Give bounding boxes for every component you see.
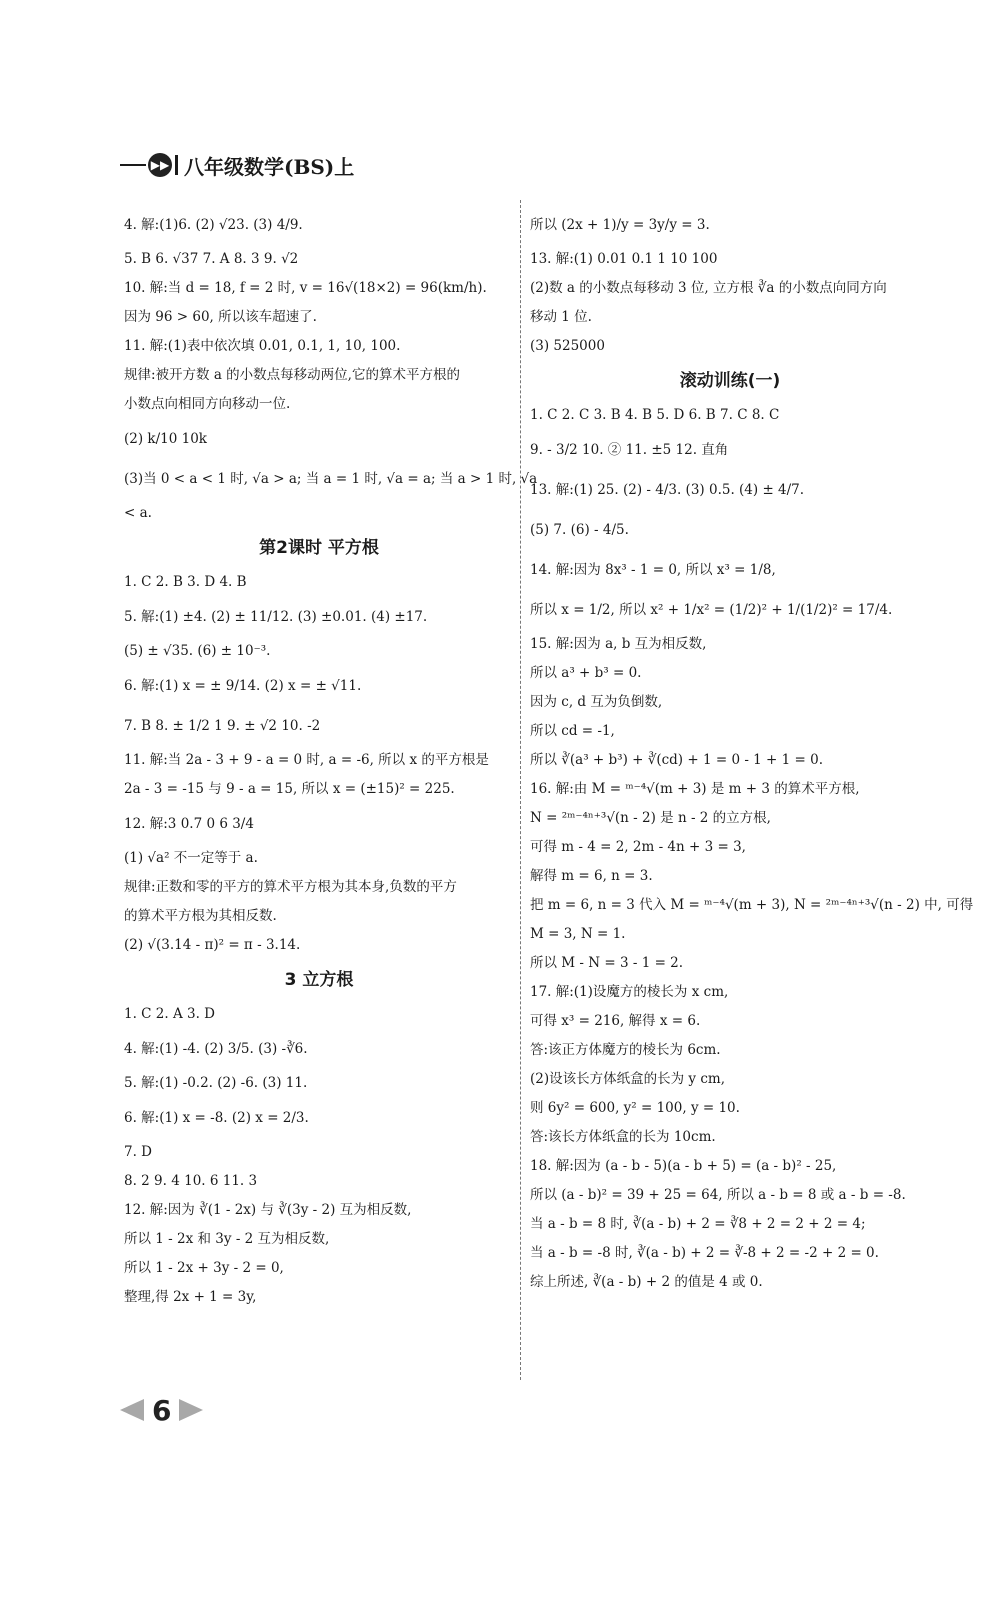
answer-line: 14. 解:因为 8x³ - 1 = 0, 所以 x³ = 1/8,	[530, 562, 776, 578]
answer-line: 当 a - b = -8 时, ∛(a - b) + 2 = ∛-8 + 2 = -2 + 2 = 0.	[530, 1245, 879, 1261]
page-header	[120, 150, 354, 180]
answer-line: 5. 解:(1) -0.2. (2) -6. (3) 11.	[124, 1075, 308, 1091]
answer-line: (2)数 a 的小数点每移动 3 位, 立方根 ∛a 的小数点向同方向	[530, 280, 887, 296]
answer-line: (2)设该长方体纸盒的长为 y cm,	[530, 1071, 725, 1087]
answer-line: (5) 7. (6) - 4/5.	[530, 522, 629, 538]
answer-line: 所以 1 - 2x + 3y - 2 = 0,	[124, 1260, 284, 1276]
answer-line: 9. - 3/2 10. ② 11. ±5 12. 直角	[530, 442, 729, 458]
answer-line: 可得 m - 4 = 2, 2m - 4n + 3 = 3,	[530, 839, 746, 855]
answer-line: 17. 解:(1)设魔方的棱长为 x cm,	[530, 984, 729, 1000]
answer-line: 答:该长方体纸盒的长为 10cm.	[530, 1129, 716, 1145]
answer-line: 18. 解:因为 (a - b - 5)(a - b + 5) = (a - b)² - 25,	[530, 1158, 837, 1174]
answer-line: 解得 m = 6, n = 3.	[530, 868, 653, 884]
answer-line: 规律:正数和零的平方的算术平方根为其本身,负数的平方	[124, 879, 457, 895]
answer-line: 所以 x = 1/2, 所以 x² + 1/x² = (1/2)² + 1/(1/2)² = 17/4.	[530, 602, 893, 618]
answer-line: < a.	[124, 505, 152, 521]
answer-line: 4. 解:(1)6. (2) √23. (3) 4/9.	[124, 217, 303, 233]
answer-line: 则 6y² = 600, y² = 100, y = 10.	[530, 1100, 740, 1116]
answer-line: 1. C 2. A 3. D	[124, 1006, 215, 1022]
answer-line: 12. 解:因为 ∛(1 - 2x) 与 ∛(3y - 2) 互为相反数,	[124, 1202, 412, 1218]
answer-line: 6. 解:(1) x = -8. (2) x = 2/3.	[124, 1110, 309, 1126]
right-column	[530, 205, 974, 1297]
answer-line: 移动 1 位.	[530, 309, 592, 325]
answer-line: 可得 x³ = 216, 解得 x = 6.	[530, 1013, 701, 1029]
answer-line: 13. 解:(1) 0.01 0.1 1 10 100	[530, 251, 718, 267]
answer-line: 因为 96 > 60, 所以该车超速了.	[124, 309, 317, 325]
header-bar	[175, 155, 178, 175]
answer-line: 小数点向相同方向移动一位.	[124, 396, 291, 412]
answer-line: 12. 解:3 0.7 0 6 3/4	[124, 816, 254, 832]
triangle-right-icon	[179, 1399, 203, 1421]
answer-line: M = 3, N = 1.	[530, 926, 626, 942]
answer-line: 4. 解:(1) -4. (2) 3/5. (3) -∛6.	[124, 1041, 308, 1057]
answer-line: 8. 2 9. 4 10. 6 11. 3	[124, 1173, 258, 1189]
left-column	[124, 205, 538, 1312]
section-title: 滚动训练(一)	[679, 371, 781, 391]
header-title: 八年级数学(BS)上	[184, 154, 355, 179]
answer-line: 所以 (a - b)² = 39 + 25 = 64, 所以 a - b = 8 或 a - b = -8.	[530, 1187, 906, 1203]
answer-line: 所以 M - N = 3 - 1 = 2.	[530, 955, 684, 971]
answer-line: (5) ± √35. (6) ± 10⁻³.	[124, 643, 271, 659]
answer-line: 15. 解:因为 a, b 互为相反数,	[530, 636, 707, 652]
answer-line: 7. B 8. ± 1/2 1 9. ± √2 10. -2	[124, 718, 321, 734]
answer-line: 所以 1 - 2x 和 3y - 2 互为相反数,	[124, 1231, 330, 1247]
answer-line: 13. 解:(1) 25. (2) - 4/3. (3) 0.5. (4) ± 4/7.	[530, 482, 805, 498]
answer-line: (3)当 0 < a < 1 时, √a > a; 当 a = 1 时, √a = a; 当 a > 1 时, √a	[124, 471, 538, 487]
answer-line: (2) √(3.14 - π)² = π - 3.14.	[124, 937, 301, 953]
answer-line: 综上所述, ∛(a - b) + 2 的值是 4 或 0.	[530, 1274, 763, 1290]
answer-line: 的算术平方根为其相反数.	[124, 908, 277, 924]
answer-line: (2) k/10 10k	[124, 431, 207, 447]
answer-line: 10. 解:当 d = 18, f = 2 时, v = 16√(18×2) = 96(km/h).	[124, 280, 487, 296]
answer-line: 1. C 2. B 3. D 4. B	[124, 574, 247, 590]
answer-line: 11. 解:(1)表中依次填 0.01, 0.1, 1, 10, 100.	[124, 338, 401, 354]
column-divider	[520, 200, 521, 1380]
section-title: 3 立方根	[284, 970, 354, 990]
answer-line: N = ²ᵐ⁻⁴ⁿ⁺³√(n - 2) 是 n - 2 的立方根,	[530, 810, 771, 826]
header-rule	[120, 164, 146, 166]
section-title: 第2课时 平方根	[259, 538, 379, 558]
answer-line: 11. 解:当 2a - 3 + 9 - a = 0 时, a = -6, 所以 x 的平方根是	[124, 752, 489, 768]
double-arrow-icon: ▶▶	[148, 153, 172, 177]
answer-line: 所以 (2x + 1)/y = 3y/y = 3.	[530, 217, 710, 233]
answer-line: 16. 解:由 M = ᵐ⁻⁴√(m + 3) 是 m + 3 的算术平方根,	[530, 781, 860, 797]
answer-line: 5. 解:(1) ±4. (2) ± 11/12. (3) ±0.01. (4) ±17.	[124, 609, 428, 625]
answer-line: 所以 cd = -1,	[530, 723, 615, 739]
answer-line: 当 a - b = 8 时, ∛(a - b) + 2 = ∛8 + 2 = 2 + 2 = 4;	[530, 1216, 866, 1232]
answer-line: 答:该正方体魔方的棱长为 6cm.	[530, 1042, 721, 1058]
page-number: 6	[152, 1393, 172, 1427]
answer-line: (3) 525000	[530, 338, 605, 354]
answer-line: 1. C 2. C 3. B 4. B 5. D 6. B 7. C 8. C	[530, 407, 780, 423]
answer-line: 整理,得 2x + 1 = 3y,	[124, 1289, 257, 1305]
answer-line: 所以 ∛(a³ + b³) + ∛(cd) + 1 = 0 - 1 + 1 = 0.	[530, 752, 824, 768]
answer-line: 所以 a³ + b³ = 0.	[530, 665, 642, 681]
answer-line: 把 m = 6, n = 3 代入 M = ᵐ⁻⁴√(m + 3), N = ²ᵐ⁻⁴ⁿ⁺³√(n - 2) 中, 可得	[530, 897, 974, 913]
triangle-left-icon	[120, 1399, 144, 1421]
answer-line: 6. 解:(1) x = ± 9/14. (2) x = ± √11.	[124, 678, 362, 694]
page-number-area	[120, 1390, 203, 1430]
answer-line: 因为 c, d 互为负倒数,	[530, 694, 663, 710]
answer-line: 2a - 3 = -15 与 9 - a = 15, 所以 x = (±15)² = 225.	[124, 781, 455, 797]
answer-line: 规律:被开方数 a 的小数点每移动两位,它的算术平方根的	[124, 367, 460, 383]
answer-line: (1) √a² 不一定等于 a.	[124, 850, 258, 866]
answer-line: 5. B 6. √37 7. A 8. 3 9. √2	[124, 251, 299, 267]
answer-line: 7. D	[124, 1144, 152, 1160]
